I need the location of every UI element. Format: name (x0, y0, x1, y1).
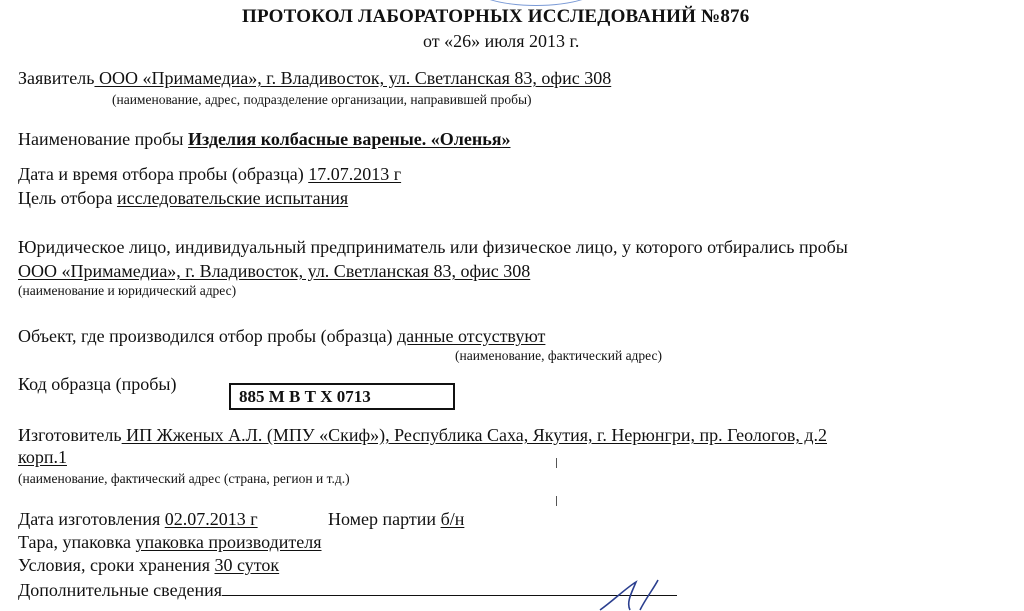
storage-label: Условия, сроки хранения (18, 555, 215, 575)
sampling-datetime-value: 17.07.2013 г (308, 164, 402, 184)
legal-entity-label: Юридическое лицо, индивидуальный предприниматель или физическое лицо, у которого отбирались пробы (18, 237, 848, 257)
legal-entity-hint: (наименование и юридический адрес) (18, 283, 237, 298)
sampling-datetime-row (18, 164, 401, 185)
sampling-object-label: Объект, где производился отбор пробы (образца) (18, 326, 397, 346)
manufacturer-value-line2: корп.1 (18, 447, 67, 467)
signature-mark (596, 578, 676, 611)
purpose-value: исследовательские испытания (116, 188, 349, 208)
applicant-row (18, 68, 611, 89)
purpose-row (18, 188, 348, 209)
applicant-value: ООО «Примамедиа», г. Владивосток, ул. Светланская 83, офис 308 (94, 68, 612, 88)
manufacturer-hint: (наименование, фактический адрес (страна, регион и т.д.) (18, 471, 350, 486)
sample-name-label: Наименование пробы (18, 129, 189, 149)
sample-code-label: Код образца (пробы) (18, 374, 177, 394)
packaging-value: упаковка производителя (135, 532, 322, 552)
batch-row (328, 509, 464, 530)
sampling-datetime-label: Дата и время отбора пробы (образца) (18, 164, 309, 184)
sampling-object-hint: (наименование, фактический адрес) (455, 348, 662, 363)
scan-mark (556, 496, 557, 506)
protocol-date: от «26» июля 2013 г. (423, 31, 580, 51)
purpose-label: Цель отбора (18, 188, 117, 208)
scan-mark (556, 458, 557, 468)
storage-row (18, 555, 279, 576)
sampling-object-value: данные отсуствуют (396, 326, 546, 346)
manufacturer-label: Изготовитель (18, 425, 122, 445)
applicant-label: Заявитель (18, 68, 95, 88)
applicant-hint: (наименование, адрес, подразделение организации, направившей пробы) (112, 92, 532, 107)
protocol-title: ПРОТОКОЛ ЛАБОРАТОРНЫХ ИССЛЕДОВАНИЙ №876 (242, 6, 750, 27)
sample-name-row (18, 129, 511, 150)
packaging-label: Тара, упаковка (18, 532, 136, 552)
additional-row (18, 578, 677, 601)
sample-code-box: 885 М В Т Х 0713 (229, 383, 455, 410)
manufacturer-value-line1: ИП Жженых А.Л. (МПУ «Скиф»), Республика Саха, Якутия, г. Нерюнгри, пр. Геологов, д.2 (121, 425, 827, 445)
production-date-label: Дата изготовления (18, 509, 165, 529)
production-date-value: 02.07.2013 г (164, 509, 258, 529)
legal-entity-value: ООО «Примамедиа», г. Владивосток, ул. Светланская 83, офис 308 (18, 261, 531, 281)
batch-value: б/н (440, 509, 465, 529)
batch-label: Номер партии (328, 509, 441, 529)
sample-name-value: Изделия колбасные вареные. «Оленья» (188, 129, 511, 149)
packaging-row (18, 532, 322, 553)
manufacturer-row (18, 425, 827, 446)
production-date-row (18, 509, 258, 530)
storage-value: 30 суток (214, 555, 280, 575)
additional-label: Дополнительные сведения (18, 580, 223, 600)
sampling-object-row (18, 326, 545, 347)
